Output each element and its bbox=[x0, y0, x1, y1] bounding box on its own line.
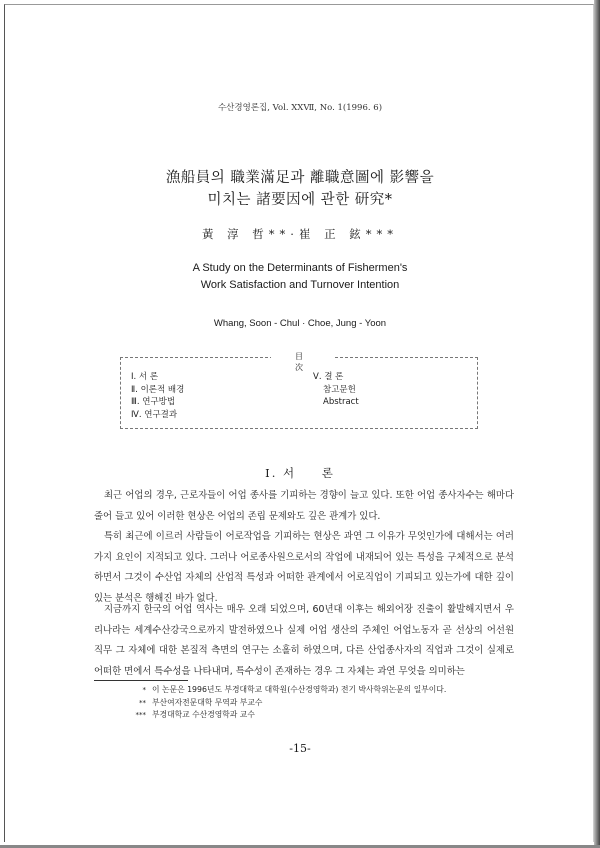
journal-header: 수산경영론집, Vol. ⅩⅩⅦ, No. 1(1996. 6) bbox=[217, 103, 383, 113]
english-authors: Whang, Soon - Chul · Choe, Jung - Yoon bbox=[213, 318, 387, 329]
section-heading-number: Ⅰ. 서 bbox=[265, 466, 297, 480]
toc-item-introduction: Ⅰ. 서 론 bbox=[131, 372, 159, 382]
footnote-mark: ** bbox=[139, 698, 146, 707]
body-paragraph-1-block bbox=[94, 486, 514, 527]
english-title-line-1: A Study on the Determinants of Fishermen's bbox=[192, 262, 408, 274]
footnote-mark: *** bbox=[135, 711, 146, 719]
table-of-contents bbox=[120, 352, 478, 429]
body-paragraph: 최근 어업의 경우, 근로자들이 어업 종사를 기피하는 경향이 늘고 있다. 또한 어업 종사자수는 해마다 줄어 들고 있어 이러한 현상은 어업의 존립 문제와도 깊은 관계가 있다. bbox=[94, 490, 514, 522]
toc-item-conclusion: Ⅴ. 결 론 bbox=[313, 372, 344, 382]
footnote bbox=[112, 697, 446, 710]
footnote-rule bbox=[94, 680, 188, 681]
korean-title-line-1: 漁船員의 職業滿足과 離職意圖에 影響을 bbox=[165, 170, 435, 186]
page-edge-shadow bbox=[594, 0, 600, 848]
footnotes bbox=[112, 684, 446, 722]
toc-item-references: 참고문헌 bbox=[323, 384, 356, 395]
toc-right-column bbox=[313, 371, 359, 409]
footnote-mark: * bbox=[142, 686, 146, 694]
toc-heading: 目 次 bbox=[271, 351, 335, 373]
toc-item-results: Ⅳ. 연구결과 bbox=[131, 409, 178, 420]
toc-item-abstract: Abstract bbox=[323, 397, 359, 407]
korean-authors: 黃 淳 哲**·崔 正 鉉*** bbox=[201, 227, 399, 241]
footnote bbox=[112, 709, 446, 722]
toc-left-column bbox=[131, 371, 184, 421]
body-paragraph-3-block bbox=[94, 600, 514, 682]
footnote bbox=[112, 684, 446, 697]
body-paragraph: 특히 최근에 이르러 사람들이 어로작업을 기피하는 현상은 과연 그 이유가 무엇인가에 대해서는 여러 가지 요인이 지적되고 있다. 그러나 어로종사원으로서의 작업에 내재되어 있는 특성을 구체적으로 분석하면서 그것이 수산업 자체의 산업적 특성과 어떠한 관계에서 어로직업이 기피되고 있는가에 대한 깊이 있는 분석은 행해진 바가 없다. bbox=[94, 531, 514, 604]
body-paragraph-2-block bbox=[94, 527, 514, 609]
page-number: -15- bbox=[289, 742, 311, 755]
korean-title-line-2: 미치는 諸要因에 관한 研究* bbox=[207, 192, 393, 208]
footnote-text: 부산여자전문대학 무역과 부교수 bbox=[152, 697, 263, 707]
footnote-text: 이 논문은 1996년도 부경대학교 대학원(수산경영학과) 전기 박사학위논문의 일부이다. bbox=[152, 685, 447, 694]
toc-item-method: Ⅲ. 연구방법 bbox=[131, 397, 176, 407]
section-heading bbox=[0, 465, 600, 481]
toc-item-theory: Ⅱ. 이론적 배경 bbox=[131, 384, 185, 395]
english-title-line-2: Work Satisfaction and Turnover Intention bbox=[200, 279, 400, 291]
footnote-text: 부경대학교 수산경영학과 교수 bbox=[152, 710, 255, 719]
section-heading-word: 론 bbox=[321, 466, 335, 480]
body-paragraph: 지금까지 한국의 어업 역사는 매우 오래 되었으며, 60년대 이후는 해외어장 진출이 활발해지면서 우리나라는 세계수산강국으로까지 발전하였으나 실제 어업 생산의 주체인 어업노동자 곧 선상의 어선원 직무 그 자체에 대한 본질적 측면의 연구는 소홀히 하였으며, 다른 산업종사자의 직업과 그것이 실제로 어떠한 면에서 특수성을 나타내며, 특수성이 존재하는 경우 그 자체는 과연 무엇을 의미하는 bbox=[94, 604, 514, 677]
